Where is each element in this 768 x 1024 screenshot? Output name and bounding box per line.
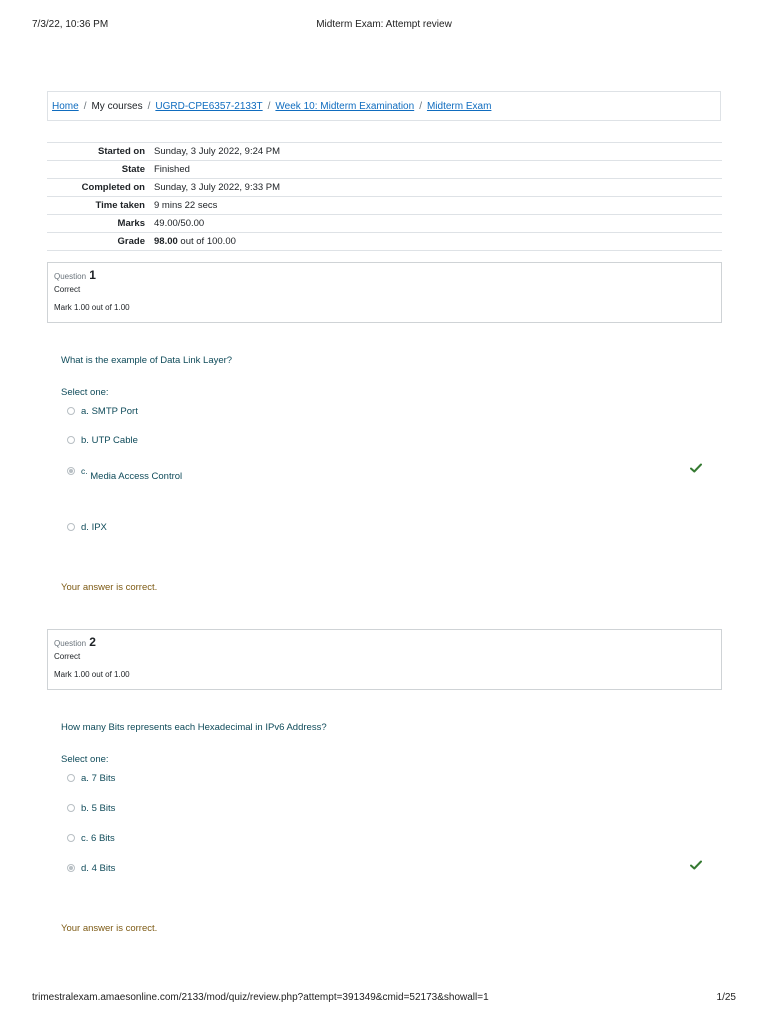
question-info-box (47, 262, 722, 323)
question-state: Correct (54, 285, 81, 294)
radio-button[interactable] (67, 436, 75, 444)
question-number-line (54, 267, 715, 284)
answer-feedback: Your answer is correct. (61, 923, 158, 934)
print-header (32, 19, 736, 33)
option-prefix: d. (81, 522, 89, 533)
option-prefix: a. (81, 773, 89, 784)
answer-option[interactable] (67, 406, 138, 417)
question-label: Question (54, 272, 87, 281)
radio-button[interactable] (67, 834, 75, 842)
print-page-number: 1/25 (716, 992, 736, 1003)
question-state: Correct (54, 652, 81, 661)
option-prefix: a. (81, 406, 89, 417)
select-one-label: Select one: (61, 754, 109, 765)
answer-option[interactable] (67, 803, 115, 814)
breadcrumb-exam-link[interactable]: Midterm Exam (426, 101, 492, 112)
summary-value: Sunday, 3 July 2022, 9:33 PM (154, 182, 281, 193)
grade-out-of: out of 100.00 (180, 236, 236, 247)
option-text: Media Access Control (90, 471, 183, 482)
print-datetime: 7/3/22, 10:36 PM (32, 19, 109, 30)
breadcrumb-week-link[interactable]: Week 10: Midterm Examination (275, 101, 415, 112)
option-text: 6 Bits (91, 833, 115, 844)
summary-value: Finished (154, 164, 190, 175)
breadcrumb-separator: / (419, 101, 422, 112)
option-text: SMTP Port (91, 406, 138, 417)
breadcrumb-separator: / (83, 101, 87, 112)
attempt-summary-table (47, 142, 722, 251)
summary-label: State (121, 164, 145, 175)
radio-button[interactable] (67, 774, 75, 782)
summary-label: Completed on (81, 182, 145, 193)
option-text: IPX (91, 522, 107, 533)
answer-option[interactable] (67, 435, 138, 446)
option-prefix: c. (81, 466, 88, 476)
answer-option[interactable] (67, 773, 115, 784)
option-prefix: b. (81, 803, 89, 814)
summary-value (149, 233, 722, 251)
radio-button-checked[interactable] (67, 864, 75, 872)
summary-label: Started on (98, 146, 145, 157)
summary-row-time-taken (47, 197, 722, 215)
option-text: 4 Bits (91, 863, 116, 874)
option-text: 5 Bits (91, 803, 116, 814)
print-title: Midterm Exam: Attempt review (316, 19, 452, 30)
option-text: 7 Bits (91, 773, 116, 784)
question-text: How many Bits represents each Hexadecimal in IPv6 Address? (61, 722, 327, 733)
answer-option[interactable] (67, 833, 115, 844)
summary-value: 49.00/50.00 (154, 218, 205, 229)
question-number: 1 (89, 268, 96, 282)
summary-label: Marks (117, 218, 145, 229)
answer-option-selected[interactable] (67, 863, 115, 874)
radio-button[interactable] (67, 523, 75, 531)
summary-row-started (47, 143, 722, 161)
correct-check-icon (690, 860, 702, 870)
question-number-line (54, 634, 715, 651)
question-number: 2 (89, 635, 96, 649)
radio-button[interactable] (67, 407, 75, 415)
radio-button[interactable] (67, 804, 75, 812)
breadcrumb-separator: / (147, 101, 151, 112)
summary-row-completed (47, 179, 722, 197)
option-prefix: b. (81, 435, 89, 446)
option-prefix: d. (81, 863, 89, 874)
grade-score: 98.00 (154, 236, 178, 247)
answer-feedback: Your answer is correct. (61, 582, 158, 593)
summary-value: Sunday, 3 July 2022, 9:24 PM (154, 146, 281, 157)
question-text: What is the example of Data Link Layer? (61, 355, 233, 366)
summary-value: 9 mins 22 secs (154, 200, 218, 211)
summary-row-state (47, 161, 722, 179)
question-label: Question (54, 639, 87, 648)
breadcrumb (47, 91, 721, 121)
radio-button-checked[interactable] (67, 467, 75, 475)
summary-row-marks (47, 215, 722, 233)
summary-row-grade (47, 233, 722, 251)
summary-label: Time taken (95, 200, 145, 211)
answer-option-selected[interactable] (67, 466, 182, 482)
option-prefix: c. (81, 833, 89, 844)
print-url: trimestralexam.amaesonline.com/2133/mod/quiz/review.php?attempt=391349&cmid=52173&showall=1 (32, 992, 489, 1003)
breadcrumb-my-courses: My courses (91, 101, 143, 112)
breadcrumb-course-link[interactable]: UGRD-CPE6357-2133T (155, 101, 263, 112)
select-one-label: Select one: (61, 387, 109, 398)
print-footer (32, 992, 736, 1006)
summary-label: Grade (117, 236, 145, 247)
question-mark: Mark 1.00 out of 1.00 (54, 303, 130, 312)
answer-option[interactable] (67, 522, 107, 533)
option-text: UTP Cable (91, 435, 138, 446)
breadcrumb-home-link[interactable]: Home (52, 101, 79, 112)
question-mark: Mark 1.00 out of 1.00 (54, 670, 130, 679)
question-info-box (47, 629, 722, 690)
breadcrumb-separator: / (267, 101, 271, 112)
correct-check-icon (690, 463, 702, 473)
